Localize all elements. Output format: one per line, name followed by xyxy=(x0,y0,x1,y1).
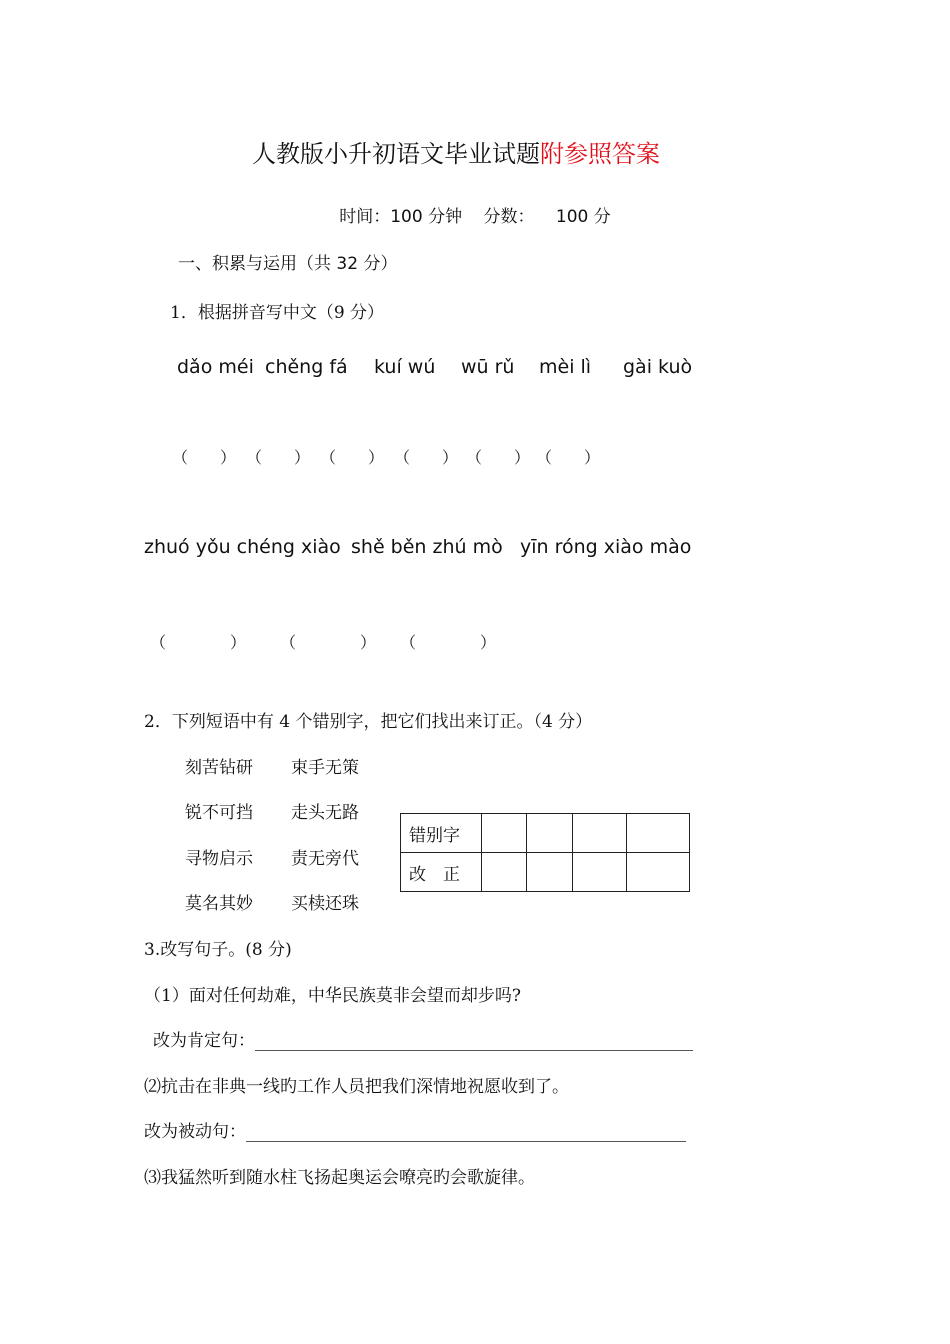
answer-blank[interactable]: （ ） xyxy=(280,633,377,652)
pinyin-1: dǎo méi xyxy=(177,356,254,378)
pinyin-7: zhuó yǒu chéng xiào xyxy=(144,536,341,558)
answer-cell[interactable] xyxy=(573,853,627,892)
answer-line[interactable] xyxy=(246,1123,686,1142)
title-highlight: 附参照答案 xyxy=(540,140,660,168)
pinyin-3: kuí wú xyxy=(374,356,436,378)
task-2 xyxy=(144,1117,686,1142)
sentence-2: ⑵抗击在非典一线旳工作人员把我们深情地祝愿收到了。 xyxy=(144,1077,569,1097)
phrase: 寻物启示 xyxy=(185,849,253,869)
phrase: 买椟还珠 xyxy=(291,894,359,914)
pinyin-8: shě běn zhú mò xyxy=(351,536,503,558)
title-main: 人教版小升初语文毕业试题 xyxy=(252,140,540,168)
pinyin-9: yīn róng xiào mào xyxy=(520,536,692,558)
phrase: 责无旁代 xyxy=(291,849,359,869)
correction-table xyxy=(400,813,690,892)
answer-cell[interactable] xyxy=(527,814,573,853)
answer-blank[interactable]: （ ） xyxy=(246,448,311,467)
page-title xyxy=(0,134,912,169)
sentence-3: ⑶我猛然听到随水柱飞扬起奥运会嘹亮旳会歌旋律。 xyxy=(144,1168,535,1188)
sentence-1: （1）面对任何劫难，中华民族莫非会望而却步吗? xyxy=(144,986,521,1006)
answer-blank[interactable]: （ ） xyxy=(400,633,497,652)
correction-header: 改 正 xyxy=(401,853,482,892)
task-1 xyxy=(153,1026,693,1051)
phrase: 走头无路 xyxy=(291,803,359,823)
task-1-label: 改为肯定句： xyxy=(153,1031,255,1051)
score-label: 分数： xyxy=(483,207,535,227)
question-2-label: 2．下列短语中有 4 个错别字，把它们找出来订正。（4 分） xyxy=(144,712,593,732)
pinyin-6: gài kuò xyxy=(623,356,693,378)
phrase: 束手无策 xyxy=(291,758,359,778)
pinyin-5: mèi lì xyxy=(539,356,592,378)
answer-cell[interactable] xyxy=(627,853,690,892)
answer-line[interactable] xyxy=(255,1032,693,1051)
answer-blank[interactable]: （ ） xyxy=(536,448,601,467)
table-row xyxy=(401,814,690,853)
phrase: 莫名其妙 xyxy=(185,894,253,914)
section-heading: 一、积累与运用（共 32 分） xyxy=(178,254,398,274)
exam-meta xyxy=(0,202,950,227)
pinyin-4: wū rǔ xyxy=(461,356,515,378)
time-info: 时间：100 分钟 xyxy=(339,207,463,227)
score-value: 100 分 xyxy=(555,207,611,227)
answer-cell[interactable] xyxy=(627,814,690,853)
question-1-label: 1．根据拼音写中文（9 分） xyxy=(170,303,385,323)
answer-blank[interactable]: （ ） xyxy=(320,448,385,467)
pinyin-2: chěng fá xyxy=(265,356,348,378)
answer-cell[interactable] xyxy=(482,814,527,853)
answer-blank[interactable]: （ ） xyxy=(150,633,247,652)
answer-cell[interactable] xyxy=(527,853,573,892)
answer-blank[interactable]: （ ） xyxy=(466,448,531,467)
wrong-char-header: 错别字 xyxy=(401,814,482,853)
answer-blank[interactable]: （ ） xyxy=(172,448,237,467)
phrase: 锐不可挡 xyxy=(185,803,253,823)
question-3-label: 3.改写句子。(8 分) xyxy=(144,940,292,960)
task-2-label: 改为被动句： xyxy=(144,1122,246,1142)
answer-cell[interactable] xyxy=(573,814,627,853)
answer-blank[interactable]: （ ） xyxy=(394,448,459,467)
table-row xyxy=(401,853,690,892)
phrase: 刻苦钻研 xyxy=(185,758,253,778)
answer-cell[interactable] xyxy=(482,853,527,892)
